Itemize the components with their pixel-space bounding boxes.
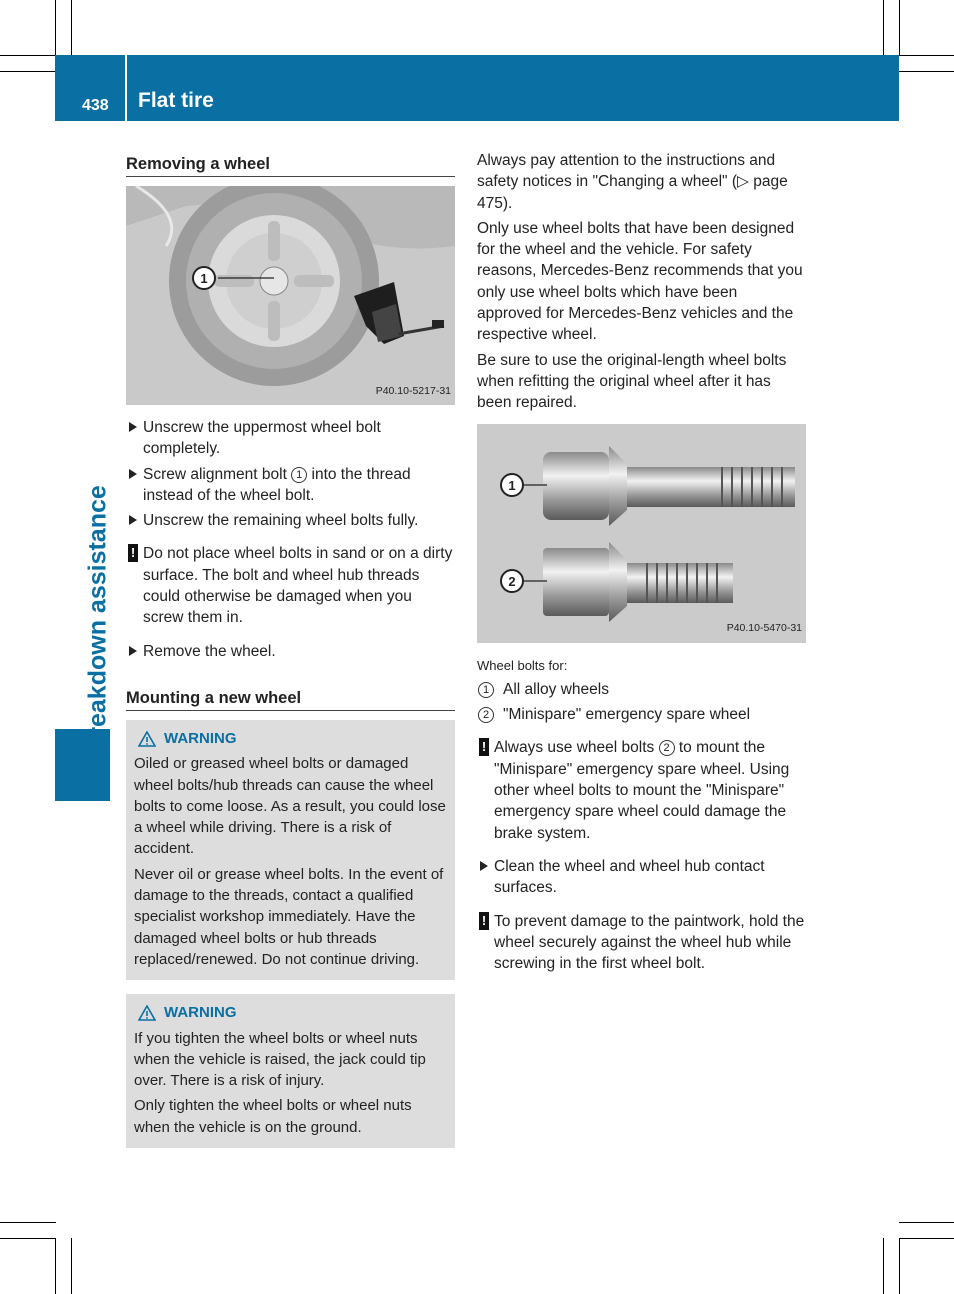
crop-mark (55, 0, 56, 56)
figure2-callout-1: 1 (508, 477, 516, 493)
figure-code: P40.10-5217-31 (375, 384, 451, 397)
step-item: Unscrew the uppermost wheel bolt completely. (126, 417, 455, 460)
right-column (477, 150, 806, 986)
header-divider (125, 55, 127, 121)
crop-mark (0, 71, 56, 72)
paragraph: Always pay attention to the instructions and safety notices in "Changing a wheel" (▷ page 475). (477, 152, 788, 212)
warning-box (126, 994, 455, 1148)
wheel-removal-illustration (126, 186, 455, 405)
warning-text: Oiled or greased wheel bolts or damaged wheel bolts/hub threads can cause the wheel bolts to come loose. As a result, you could lose a wheel while driving. There is a risk of accident. (134, 755, 446, 858)
page-number: 438 (82, 97, 109, 114)
step-item (126, 464, 455, 507)
callout-number: 1 (291, 467, 307, 483)
callout-number: 2 (478, 707, 494, 723)
figure2-callout-2: 2 (508, 573, 516, 589)
callout-number: 2 (659, 740, 675, 756)
crop-mark (899, 0, 900, 56)
caution-note (477, 737, 806, 843)
wheel-bolts-illustration (477, 424, 806, 643)
page-title: Flat tire (138, 89, 214, 112)
figure-caption: Wheel bolts for: (477, 657, 568, 673)
warning-text: Never oil or grease wheel bolts. In the event of damage to the threads, contact a qualified specialist workshop immediately. Have the damaged wheel bolts or hub threads replaced/renewed. Do not continue driving. (134, 865, 444, 968)
exclamation-icon: ! (479, 738, 489, 756)
note-text: To prevent damage to the paintwork, hold the wheel securely against the wheel hub while screwing in the first wheel bolt. (494, 912, 805, 973)
paragraph: Be sure to use the original-length wheel bolts when refitting the original wheel after it has been repaired. (477, 351, 787, 412)
warning-label: WARNING (164, 729, 237, 747)
warning-triangle-icon (138, 1005, 156, 1021)
left-column (126, 150, 455, 1162)
warning-box (126, 720, 455, 980)
crop-mark (71, 1238, 72, 1294)
callout-number: 1 (478, 682, 494, 698)
legend-text: All alloy wheels (503, 680, 609, 698)
crop-mark (899, 1238, 954, 1239)
mounting-wheel-heading: Mounting a new wheel (126, 684, 455, 711)
step-text: into the thread instead of the wheel bolt. (143, 465, 411, 504)
warning-header (134, 1002, 447, 1023)
crop-mark (71, 0, 72, 56)
legend-text: "Minispare" emergency spare wheel (503, 706, 751, 724)
crop-mark (0, 1222, 56, 1223)
note-text: Do not place wheel bolts in sand or on a dirty surface. The bolt and wheel hub threads could otherwise be damaged when you screw them in. (143, 545, 453, 627)
step-item: Remove the wheel. (126, 641, 455, 662)
legend-item (477, 704, 806, 725)
crop-mark (0, 55, 56, 56)
warning-label: WARNING (164, 1004, 237, 1022)
warning-text: If you tighten the wheel bolts or wheel nuts when the vehicle is raised, the jack could tip over. There is a risk of injury. (134, 1029, 426, 1090)
crop-mark (0, 1238, 56, 1239)
note-text: to mount the "Minispare" emergency spare wheel. Using other wheel bolts to mount the "Minispare" emergency spare wheel could damage the brake system. (494, 739, 790, 842)
warning-triangle-icon (138, 731, 156, 747)
section-label: Breakdown assistance (83, 485, 112, 755)
warning-text: Only tighten the wheel bolts or wheel nuts when the vehicle is on the ground. (134, 1097, 412, 1136)
crop-mark (899, 55, 954, 56)
exclamation-icon: ! (479, 912, 489, 930)
caution-note (126, 543, 455, 628)
paragraph: Only use wheel bolts that have been designed for the wheel and the vehicle. For safety reasons, Mercedes-Benz recommends that you only use wheel bolts which have been approved for Mercedes-Benz vehicles and the respective wheel. (477, 219, 803, 344)
warning-header (134, 728, 447, 749)
step-item: Clean the wheel and wheel hub contact surfaces. (477, 856, 806, 899)
crop-mark (899, 1222, 954, 1223)
step-text: Screw alignment bolt (143, 465, 287, 483)
caution-note (477, 911, 806, 975)
wheel-bolts-image (477, 424, 806, 643)
step-item: Unscrew the remaining wheel bolts fully. (126, 510, 455, 531)
removing-wheel-heading: Removing a wheel (126, 150, 455, 177)
crop-mark (883, 0, 884, 56)
crop-mark (899, 1238, 900, 1294)
exclamation-icon: ! (128, 544, 138, 562)
crop-mark (55, 1238, 56, 1294)
note-text: Always use wheel bolts (494, 739, 655, 757)
page-header (55, 55, 899, 121)
wheel-jack-image (126, 186, 455, 405)
crop-mark (883, 1238, 884, 1294)
crop-mark (899, 71, 954, 72)
figure-code: P40.10-5470-31 (726, 622, 802, 635)
legend-item (477, 679, 806, 700)
figure1-callout: 1 (200, 271, 208, 286)
